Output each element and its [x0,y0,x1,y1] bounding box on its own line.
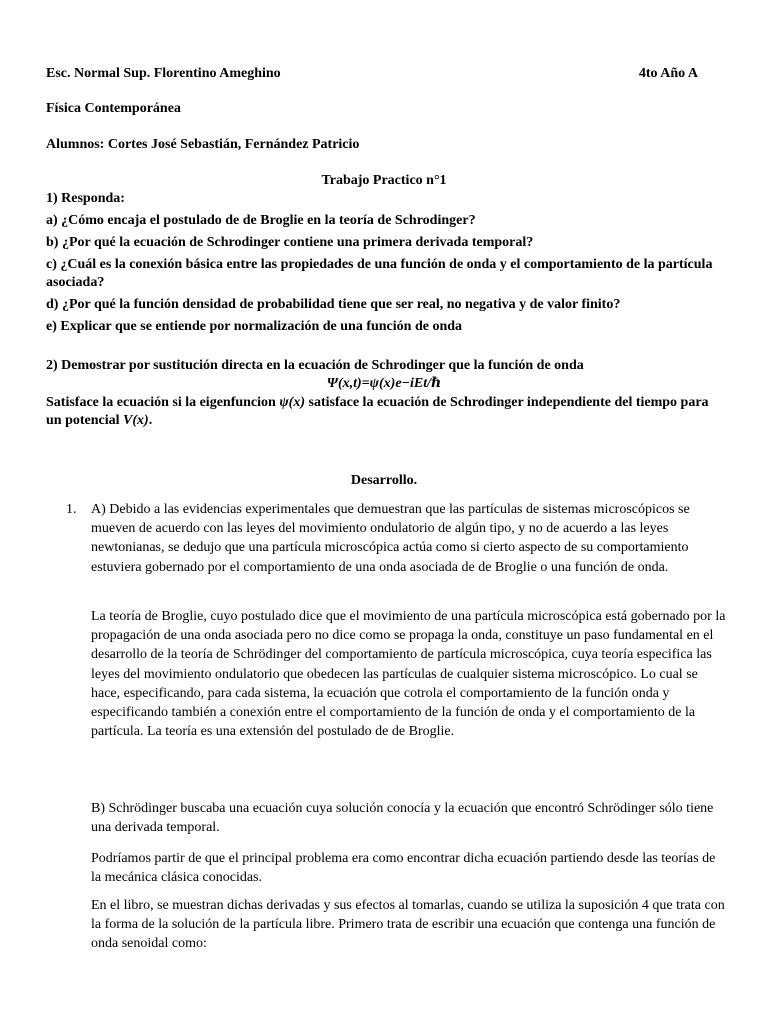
question2-line2-pre: Satisface la ecuación si la eigenfuncion [46,395,280,410]
answer-b-text2: Podríamos partir de que el principal problema era como encontrar dicha ecuación partiendo desde las teorías de la mecánica clásica conocidas. [91,851,716,886]
question1-e: e) Explicar que se entiende por normalización de una función de onda [46,319,463,334]
potential-symbol: V(x) [123,413,149,428]
school-name: Esc. Normal Sup. Florentino Ameghino [46,66,281,81]
students-line: Alumnos: Cortes José Sebastián, Fernández Patricio [46,137,360,152]
question1-heading: 1) Responda: [46,191,125,206]
answer-b-text1: B) Schrödinger buscaba una ecuación cuya solución conocía y la ecuación que encontró Schrödinger sólo tiene una derivada temporal. [91,801,714,836]
question1-d: d) ¿Por qué la función densidad de probabilidad tiene que ser real, no negativa y de valor finito? [46,297,621,312]
development-heading: Desarrollo. [350,473,418,488]
answer-b-text3: En el libro, se muestran dichas derivadas y sus efectos al tomarlas, cuando se utiliza la suposición 4 que trata con la forma de la solución de la partícula libre. Primero trata de escribir una ecuación que contenga una función de onda senoidal como: [91,898,725,952]
answer-a-paragraph2 [91,607,727,741]
answer-b-paragraph3 [91,896,727,954]
answer-b-paragraph2 [91,849,727,887]
subject-name: Física Contemporánea [46,101,181,116]
wave-function-formula: Ψ(x,t)=ψ(x)e−iEt/ℏ [326,376,442,391]
question2-line2-mid: satisface la ecuación de Schrodinger independiente del tiempo para un potencial [46,395,709,428]
question2-line2 [46,394,718,430]
question1-b: b) ¿Por qué la ecuación de Schrodinger contiene una primera derivada temporal? [46,235,534,250]
question1-c: c) ¿Cuál es la conexión básica entre las propiedades de una función de onda y el comportamiento de la partícula asociada? [46,257,713,290]
eigenfunction-symbol: ψ(x) [279,395,306,410]
question1-a: a) ¿Cómo encaja el postulado de de Broglie en la teoría de Schrodinger? [46,213,476,228]
question2-line2-end: . [148,413,153,428]
question2-line1: 2) Demostrar por sustitución directa en la ecuación de Schrodinger que la función de onda [46,358,584,373]
answer-a-text1: A) Debido a las evidencias experimentales que demuestran que las partículas de sistemas microscópicos se mueven de acuerdo con las leyes del movimiento ondulatorio de algún tipo, y no de acuerdo a las leyes newtonianas, se dedujo que una partícula microscópica actúa como si cierto aspecto de su comportamiento estuviera gobernado por el comportamiento de una onda asociada de de Broglie o una función de onda. [91,502,690,575]
answer-a-text2: La teoría de Broglie, cuyo postulado dice que el movimiento de una partícula microscópica está gobernado por la propagación de una onda asociada pero no dice como se propaga la onda, constituye un paso fundamental en el desarrollo de la teoría de Schrödinger del comportamiento de partícula microscópica, cuya teoría especifica las leyes del movimiento ondulatorio que obedecen las partículas de cualquier sistema microscópico. Lo cual se hace, especificando, para cada sistema, la ecuación que cotrola el comportamiento de la función onda y especificando también a conexión entre el comportamiento de la función de onda y el comportamiento de la partícula. La teoría es una extensión del postulado de de Broglie. [91,609,726,740]
answer-b-paragraph1 [91,799,727,837]
grade-label: 4to Año A [638,66,698,81]
list-item-number: 1. [66,502,77,517]
answer-a-paragraph1 [91,500,727,577]
assignment-title: Trabajo Practico n°1 [321,173,447,188]
